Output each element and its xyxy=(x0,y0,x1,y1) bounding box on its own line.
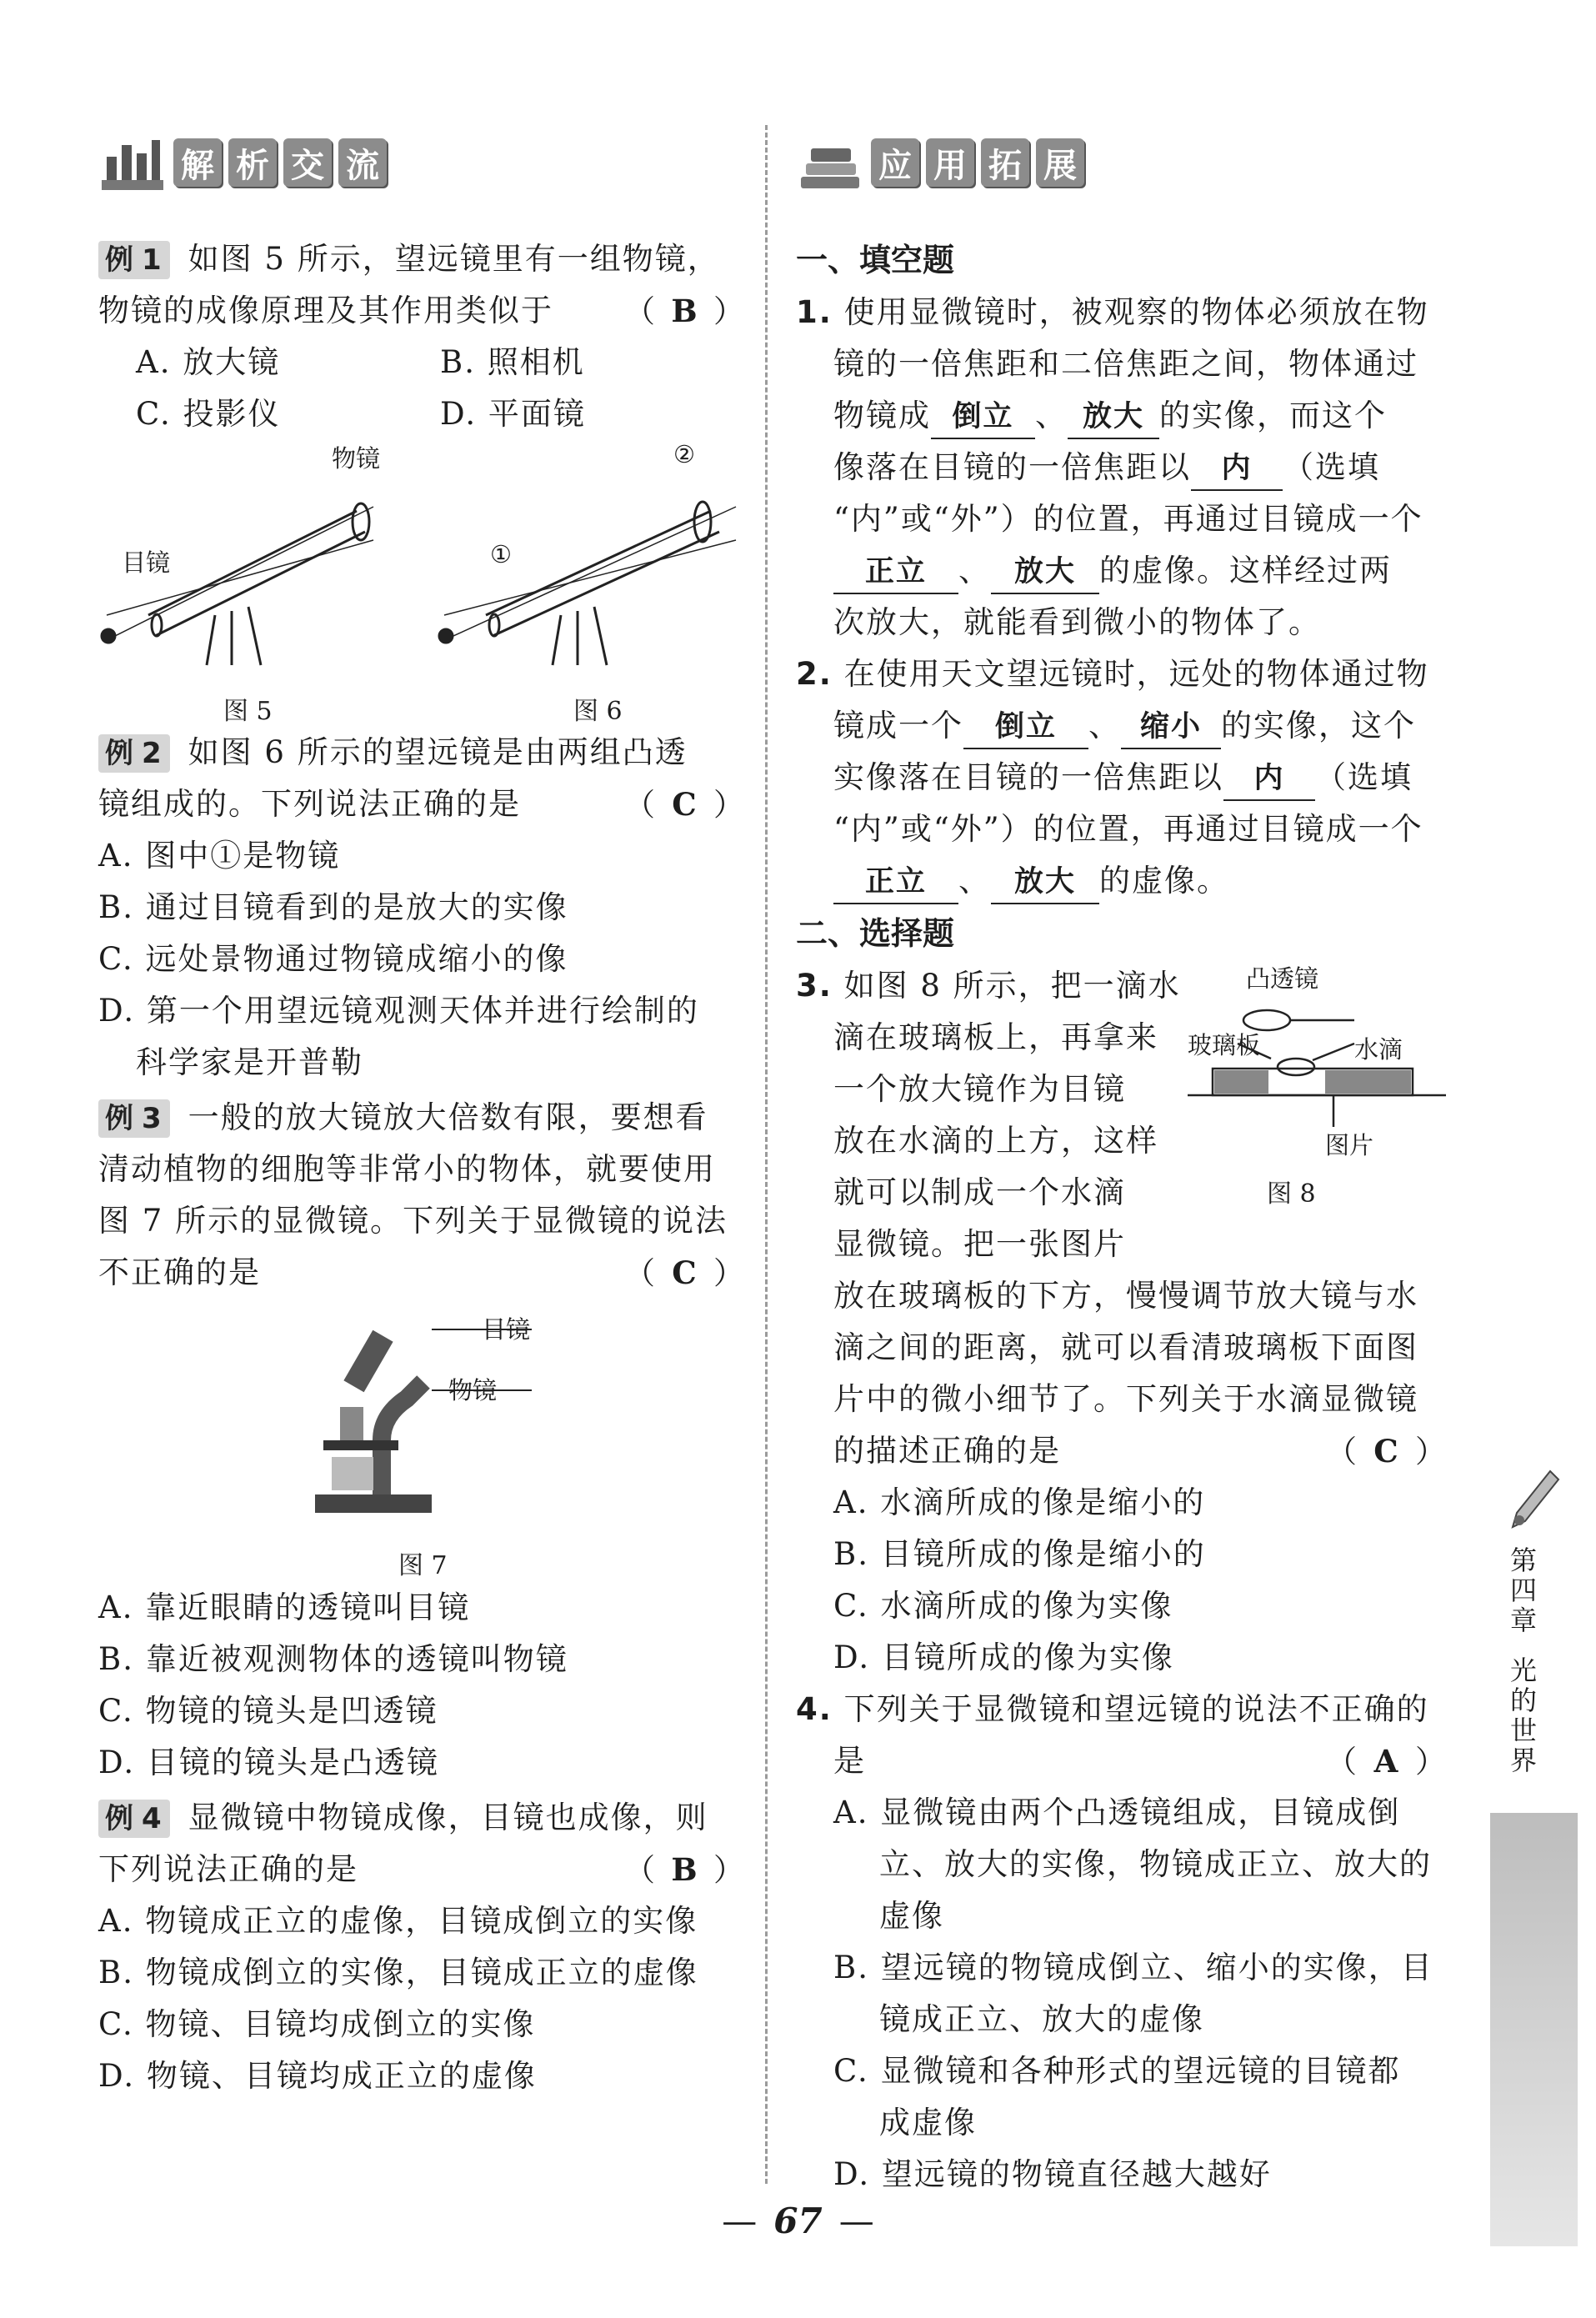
section-title-char: 展 xyxy=(1036,138,1084,187)
answer-blank: 倒立 xyxy=(963,706,1088,749)
option-c: C. 物镜、目镜均成倒立的实像 xyxy=(98,2006,536,2042)
answer-blank: 缩小 xyxy=(1121,706,1221,749)
chapter-number: 第四章 xyxy=(1510,1544,1538,1636)
question-4: 4. 下列关于显微镜和望远镜的说法不正确的 是 （ A ） A. 显微镜由两个凸透镜组成，目镜成倒 立、放大的实像，物镜成正立、放大的 虚像 B. 望远镜的物镜成倒立、缩小的实像，目 镜成正立、放大的虚像 C. 显微镜和各种形式的望远镜的目镜都 成虚像 D. 望远镜的物镜直径越大越好 xyxy=(796,1684,1446,2200)
figure-caption: 图 5 xyxy=(223,697,273,726)
label-glass-plate: 玻璃板 xyxy=(1188,1031,1261,1059)
example-tag: 例 4 xyxy=(98,1800,170,1838)
telescope-figure-6 xyxy=(436,448,753,673)
side-tab-bar xyxy=(1490,1813,1578,2246)
question-text: 一般的放大镜放大倍数有限，要想看 xyxy=(188,1099,708,1135)
question-number: 3. xyxy=(796,968,833,1004)
label-convex-lens: 凸透镜 xyxy=(1246,964,1319,993)
option-d: D. 目镜所成的像为实像 xyxy=(833,1640,1174,1675)
option-d: D. 物镜、目镜均成正立的虚像 xyxy=(98,2058,537,2094)
option-d: D. 第一个用望远镜观测天体并进行绘制的 xyxy=(98,993,699,1029)
question-number: 2. xyxy=(796,656,833,692)
label-picture: 图片 xyxy=(1325,1131,1374,1159)
question-text: 如图 6 所示的望远镜是由两组凸透 xyxy=(188,734,688,770)
answer: A xyxy=(1373,1743,1398,1780)
option-c: C. 显微镜和各种形式的望远镜的目镜都 xyxy=(833,2053,1401,2089)
question-text: 不正确的是 xyxy=(98,1254,261,1290)
option-c: C. 物镜的镜头是凹透镜 xyxy=(98,1693,438,1729)
option-c: C. 投影仪 xyxy=(136,396,281,432)
label-eyepiece: 目镜 xyxy=(122,548,171,577)
answer: B xyxy=(671,293,698,329)
question-number: 1. xyxy=(796,294,833,330)
answer-blank: 内 xyxy=(1223,758,1315,801)
chapter-side-tab xyxy=(1483,1467,1583,1775)
section-title-char: 交 xyxy=(283,138,332,187)
answer-bracket: （ C ） xyxy=(1326,1425,1446,1478)
option-a: A. 靠近眼睛的透镜叫目镜 xyxy=(98,1590,471,1625)
section-title-char: 流 xyxy=(338,138,387,187)
section-header-analysis xyxy=(98,117,744,208)
example-4 xyxy=(98,1792,744,2102)
left-column xyxy=(98,117,744,2102)
question-text: 显微镜中物镜成像，目镜也成像，则 xyxy=(188,1800,708,1835)
pencil-icon xyxy=(1504,1467,1563,1534)
answer-blank: 放大 xyxy=(991,861,1099,904)
question-1: 1. 使用显微镜时，被观察的物体必须放在物 镜的一倍焦距和二倍焦距之间，物体通过 物镜成 倒立 、 放大 的实像，而这个 像落在目镜的一倍焦距以 内 （选填 “内”或“外”）的位置，再通过目镜成一个 正立 、 放大 的虚像。这样经过两 次放大，就能看到微小的物体了。 xyxy=(796,294,1429,640)
section-title-char: 用 xyxy=(926,138,974,187)
option-d-cont: 科学家是开普勒 xyxy=(136,1044,363,1080)
figure-8 xyxy=(1188,960,1446,1227)
example-3-options xyxy=(98,1582,744,1789)
options-row xyxy=(98,388,744,440)
option-d: D. 平面镜 xyxy=(440,396,586,432)
answer: B xyxy=(671,1851,698,1888)
answer-bracket: （ B ） xyxy=(624,1844,744,1896)
section-title-char: 析 xyxy=(228,138,277,187)
part-title-fill-in: 一、填空题 xyxy=(796,242,955,278)
answer: C xyxy=(672,1254,697,1291)
question-text: 清动植物的细胞等非常小的物体，就要使用 xyxy=(98,1151,716,1187)
figure-caption: 图 6 xyxy=(573,697,623,726)
right-column xyxy=(796,117,1446,2200)
option-d: D. 目镜的镜头是凸透镜 xyxy=(98,1745,439,1780)
answer-bracket: （ B ） xyxy=(624,285,744,338)
section-title-char: 解 xyxy=(173,138,222,187)
figure-caption: 图 8 xyxy=(1267,1179,1316,1209)
option-a: A. 放大镜 xyxy=(136,344,281,380)
answer-blank: 放大 xyxy=(991,551,1099,594)
figures-5-6 xyxy=(98,440,744,726)
section-title-char: 应 xyxy=(871,138,919,187)
answer-blank: 倒立 xyxy=(931,396,1035,439)
answer-blank: 正立 xyxy=(833,861,958,904)
answer-bracket: （ C ） xyxy=(624,1247,744,1299)
example-1 xyxy=(98,233,744,440)
question-text: 物镜的成像原理及其作用类似于 xyxy=(98,293,553,328)
example-tag: 例 1 xyxy=(98,241,170,279)
option-b: B. 照相机 xyxy=(440,344,585,380)
figure-caption: 图 7 xyxy=(398,1551,448,1580)
microscope-image xyxy=(298,1315,448,1524)
chapter-title: 光的世界 xyxy=(1510,1655,1538,1776)
options-row xyxy=(98,337,744,388)
section-header-application xyxy=(796,117,1446,208)
figure-7 xyxy=(98,1307,744,1582)
label-circled-1: ① xyxy=(490,540,512,568)
label-objective: 物镜 xyxy=(448,1376,498,1404)
option-b: B. 物镜成倒立的实像，目镜成正立的虚像 xyxy=(98,1955,698,1990)
option-a: A. 图中①是物镜 xyxy=(98,838,341,874)
question-3: 3. 如图 8 所示，把一滴水 滴在玻璃板上，再拿来 一个放大镜作为目镜 放在水滴的上方，这样 就可以制成一个水滴 显微镜。把一张图片 凸透镜 玻璃板 水滴 图片 图 8 放在玻璃板的下方，慢慢调节放大镜与水 滴之间的距离，就可以看清玻璃板下面图 片中的微小细节了。下列关于水滴显微镜 的描述正确的是 （ C ） A. 水滴所成的像是缩小的 B. 目镜所成的像是缩小的 C. 水滴所成的像为实像 D. 目镜所成的像为实像 xyxy=(796,960,1446,1684)
answer-blank: 放大 xyxy=(1068,396,1159,439)
example-tag: 例 2 xyxy=(98,734,170,773)
question-number: 4. xyxy=(796,1691,833,1727)
column-divider xyxy=(765,125,768,2184)
option-a: A. 显微镜由两个凸透镜组成，目镜成倒 xyxy=(833,1795,1401,1830)
option-b: B. 靠近被观测物体的透镜叫物镜 xyxy=(98,1641,568,1677)
bar-chart-icon xyxy=(98,128,167,197)
example-tag: 例 3 xyxy=(98,1099,170,1138)
option-d: D. 望远镜的物镜直径越大越好 xyxy=(833,2156,1272,2192)
answer-blank: 正立 xyxy=(833,551,958,594)
label-objective: 物镜 xyxy=(332,444,381,473)
question-2: 2. 在使用天文望远镜时，远处的物体通过物 镜成一个 倒立 、 缩小 的实像，这个 实像落在目镜的一倍焦距以 内 （选填 “内”或“外”）的位置，再通过目镜成一个 正立 、 放大 的虚像。 xyxy=(796,648,1446,907)
label-eyepiece: 目镜 xyxy=(482,1315,531,1344)
option-b: B. 目镜所成的像是缩小的 xyxy=(833,1536,1206,1572)
question-text: 镜组成的。下列说法正确的是 xyxy=(98,786,521,822)
example-3 xyxy=(98,1092,744,1299)
page-number: — 67 — xyxy=(722,2200,874,2241)
option-b: B. 望远镜的物镜成倒立、缩小的实像，目 xyxy=(833,1950,1433,1985)
option-a: A. 物镜成正立的虚像，目镜成倒立的实像 xyxy=(98,1903,698,1939)
option-c: C. 水滴所成的像为实像 xyxy=(833,1588,1173,1624)
answer-blank: 内 xyxy=(1191,448,1283,491)
answer-bracket: （ C ） xyxy=(624,779,744,831)
book-stack-icon xyxy=(796,128,864,197)
label-circled-2: ② xyxy=(673,440,695,468)
answer: C xyxy=(672,786,697,823)
question-text: 如图 5 所示，望远镜里有一组物镜， xyxy=(188,241,720,277)
question-text: 图 7 所示的显微镜。下列关于显微镜的说法 xyxy=(98,1203,728,1239)
answer-bracket: （ A ） xyxy=(1326,1735,1446,1788)
answer: C xyxy=(1373,1433,1398,1469)
part-title-choice: 二、选择题 xyxy=(796,915,955,952)
section-title-char: 拓 xyxy=(981,138,1029,187)
option-b: B. 通过目镜看到的是放大的实像 xyxy=(98,889,568,925)
option-c: C. 远处景物通过物镜成缩小的像 xyxy=(98,941,568,977)
label-water-drop: 水滴 xyxy=(1354,1035,1403,1064)
example-2 xyxy=(98,727,744,1089)
question-text: 下列说法正确的是 xyxy=(98,1851,358,1887)
option-a: A. 水滴所成的像是缩小的 xyxy=(833,1484,1206,1520)
